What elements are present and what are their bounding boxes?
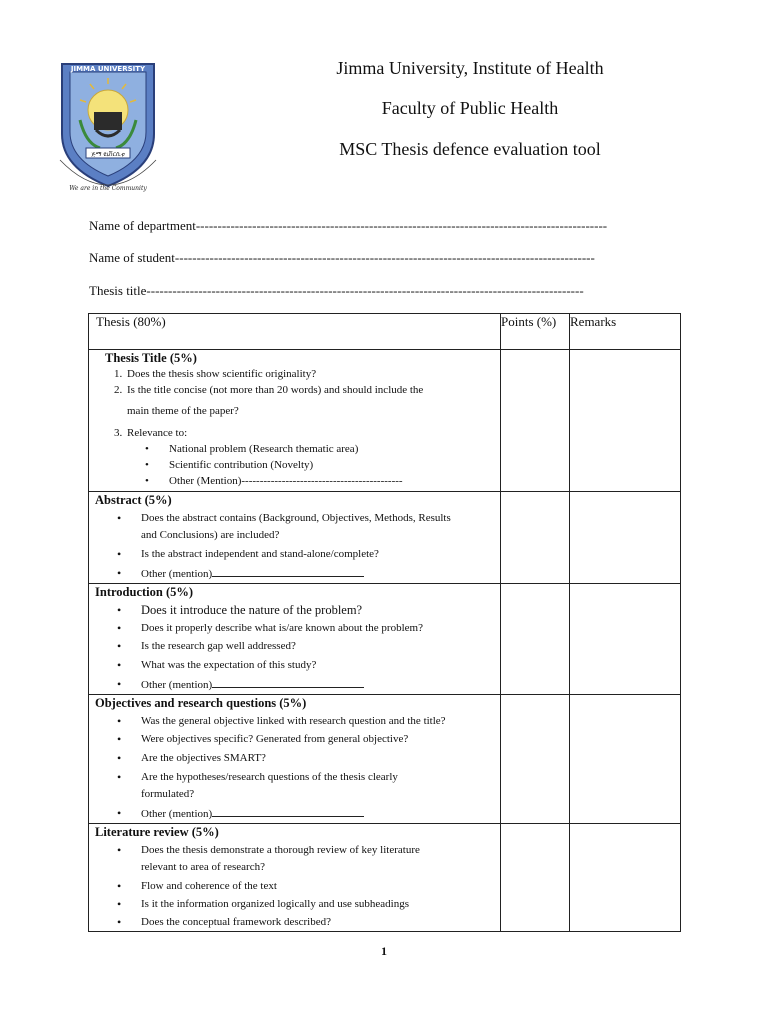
student-name-field[interactable]: Name of student-------------------------------------------------------------------------------------------------	[89, 250, 595, 265]
list-item-text: Are the hypotheses/research questions of the thesis clearly	[141, 771, 398, 783]
sub-item: • Scientific contribution (Novelty)	[169, 457, 500, 473]
section-heading: Objectives and research questions (5%)	[95, 696, 307, 710]
remarks-cell[interactable]	[570, 350, 681, 492]
table-row-introduction	[89, 584, 681, 695]
list-item-text-cont: and Conclusions) are included?	[141, 529, 280, 541]
list-item	[141, 510, 500, 544]
list-item: 3. Relevance to:	[125, 425, 500, 441]
header-thesis: Thesis (80%)	[89, 314, 501, 350]
sub-item: • Other (Mention)--------------------------------------------	[169, 473, 500, 489]
points-cell[interactable]	[501, 695, 570, 824]
criteria-cell	[89, 492, 501, 584]
list-item: • Does it introduce the nature of the problem?	[141, 602, 500, 619]
section-heading: Literature review (5%)	[95, 825, 219, 839]
svg-text:We are in the Community: We are in the Community	[69, 185, 147, 192]
list-item: • Was the general objective linked with research question and the title?	[141, 713, 500, 730]
list-item-text-cont: relevant to area of research?	[141, 861, 265, 873]
section-heading: Thesis Title (5%)	[105, 351, 197, 365]
criteria-list	[89, 602, 500, 694]
list-item	[141, 769, 500, 803]
sub-item: • National problem (Research thematic area)	[169, 441, 500, 457]
table-row-thesis-title	[89, 350, 681, 492]
remarks-cell[interactable]	[570, 824, 681, 932]
criteria-cell	[89, 350, 501, 492]
blank-line	[212, 565, 364, 577]
header-institution: Jimma University, Institute of Health	[336, 58, 604, 78]
criteria-cell	[89, 584, 501, 695]
page-number: 1	[381, 944, 387, 958]
list-item: 1. Does the thesis show scientific originality?	[125, 366, 500, 382]
svg-text:JIMMA UNIVERSITY: JIMMA UNIVERSITY	[70, 65, 146, 73]
list-item	[141, 805, 500, 823]
remarks-cell[interactable]	[570, 492, 681, 584]
list-item	[141, 565, 500, 583]
list-item-text: Does the abstract contains (Background, Objectives, Methods, Results	[141, 512, 451, 524]
list-item: • Is the research gap well addressed?	[141, 638, 500, 655]
criteria-cell	[89, 824, 501, 932]
blank-line	[212, 676, 364, 688]
list-item-text: Is the title concise (not more than 20 words) and should include the	[127, 384, 424, 396]
thesis-title-field[interactable]: Thesis title-----------------------------------------------------------------------------------------------------	[89, 283, 584, 298]
list-item: • Is it the information organized logically and use subheadings	[141, 896, 500, 913]
table-row-abstract	[89, 492, 681, 584]
criteria-list	[89, 510, 500, 583]
section-heading: Introduction (5%)	[95, 585, 194, 599]
list-item: • Are the objectives SMART?	[141, 750, 500, 767]
points-cell[interactable]	[501, 492, 570, 584]
header-remarks: Remarks	[570, 314, 681, 350]
list-item: • Does the conceptual framework described?	[141, 914, 500, 931]
list-item: • Flow and coherence of the text	[141, 878, 500, 895]
list-item: • Does it properly describe what is/are known about the problem?	[141, 620, 500, 637]
list-item: • Were objectives specific? Generated from general objective?	[141, 731, 500, 748]
list-item-text: Does the thesis demonstrate a thorough review of key literature	[141, 844, 420, 856]
list-item-text-cont: main theme of the paper?	[127, 405, 239, 417]
criteria-list	[89, 842, 500, 931]
points-cell[interactable]	[501, 824, 570, 932]
header-points: Points (%)	[501, 314, 570, 350]
evaluation-table	[88, 313, 681, 932]
list-item: • What was the expectation of this study?	[141, 657, 500, 674]
table-row-objectives	[89, 695, 681, 824]
table-header-row	[89, 314, 681, 350]
remarks-cell[interactable]	[570, 584, 681, 695]
department-field[interactable]: Name of department-----------------------------------------------------------------------------------------------	[89, 218, 608, 233]
header-document-title: MSC Thesis defence evaluation tool	[339, 139, 601, 159]
remarks-cell[interactable]	[570, 695, 681, 824]
points-cell[interactable]	[501, 584, 570, 695]
list-item-text-cont: formulated?	[141, 788, 195, 800]
list-item-text: Other (mention)	[141, 679, 213, 691]
list-item-text: Other (mention)	[141, 808, 213, 820]
criteria-list	[89, 713, 500, 823]
university-logo	[56, 60, 160, 194]
list-item-text: Other (mention)	[141, 568, 213, 580]
sub-list	[89, 441, 500, 489]
list-item: • Is the abstract independent and stand-alone/complete?	[141, 546, 500, 563]
svg-text:ጅማ ዩኒቨርሲቲ: ጅማ ዩኒቨርሲቲ	[91, 151, 125, 158]
table-row-literature	[89, 824, 681, 932]
points-cell[interactable]	[501, 350, 570, 492]
criteria-list	[89, 366, 500, 441]
list-item	[141, 676, 500, 694]
header-faculty: Faculty of Public Health	[381, 98, 559, 118]
section-heading: Abstract (5%)	[95, 493, 172, 507]
list-item	[141, 842, 500, 876]
list-item	[125, 382, 500, 419]
criteria-cell	[89, 695, 501, 824]
blank-line	[212, 805, 364, 817]
